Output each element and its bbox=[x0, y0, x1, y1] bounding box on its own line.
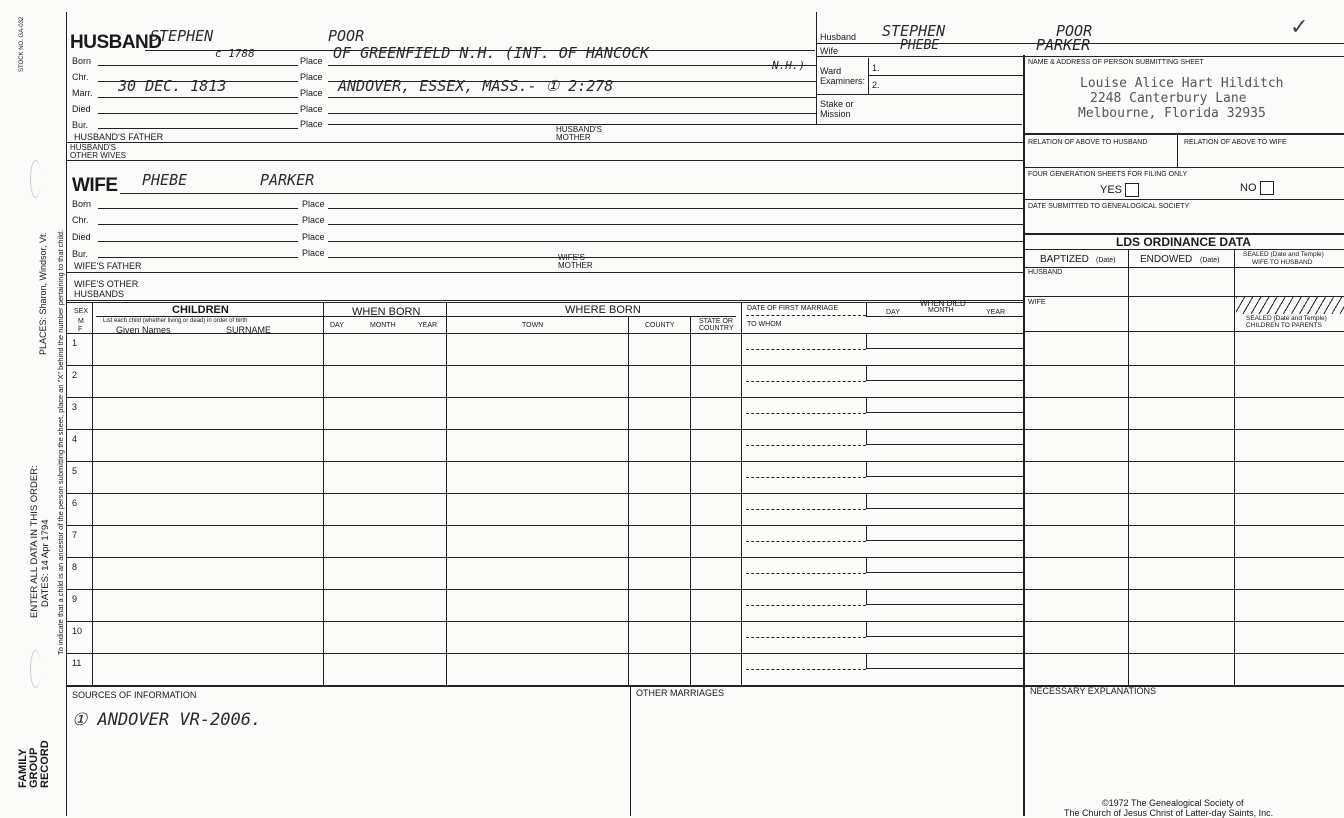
child-row-line bbox=[66, 653, 1023, 654]
first-marriage-dash bbox=[746, 605, 866, 606]
died-line bbox=[866, 636, 1023, 637]
husband-heading: HUSBAND bbox=[70, 32, 162, 53]
copyright-line-1: ©1972 The Genealogical Society of bbox=[1102, 798, 1244, 808]
lds-row-line bbox=[1023, 557, 1344, 558]
died-line bbox=[866, 348, 1023, 349]
bur-place-line bbox=[328, 124, 1022, 125]
rp-wife-surname[interactable]: PARKER bbox=[1036, 36, 1091, 54]
children-header-top bbox=[66, 302, 1023, 303]
col-town bbox=[628, 316, 629, 687]
child-row-line bbox=[66, 525, 1023, 526]
wife-surname[interactable]: PARKER bbox=[260, 171, 315, 189]
checkmark-icon: ✓ bbox=[1290, 14, 1309, 39]
given-names-header: Given Names bbox=[116, 325, 171, 335]
lds-row-line bbox=[1023, 525, 1344, 526]
rp-husband-surname[interactable]: POOR bbox=[1056, 22, 1093, 40]
necessary-explanations-label: NECESSARY EXPLANATIONS bbox=[1030, 686, 1157, 696]
child-row-line bbox=[66, 621, 1023, 622]
wife-chr-place-line bbox=[328, 224, 1023, 225]
margin-enter-all: ENTER ALL DATA IN THIS ORDER: bbox=[29, 465, 40, 618]
died-tick bbox=[866, 429, 867, 445]
lds-col-1 bbox=[1128, 249, 1129, 686]
sources-divider bbox=[630, 686, 631, 816]
lds-husband-label: HUSBAND bbox=[1028, 269, 1063, 276]
child-row-line bbox=[66, 461, 1023, 462]
husbands-other-wives-line bbox=[66, 160, 1023, 161]
husbands-mother-label-1: HUSBAND'S bbox=[556, 125, 602, 134]
child-row-number: 11 bbox=[72, 658, 82, 668]
marr-label: Marr. bbox=[72, 88, 93, 98]
margin-places: PLACES: Sharon, Windsor, Vt. bbox=[38, 231, 48, 355]
bur-place-label: Place bbox=[300, 119, 323, 129]
born-month-header: MONTH bbox=[370, 322, 396, 329]
child-row-line bbox=[66, 365, 1023, 366]
col-names bbox=[323, 302, 324, 687]
bur-date-line bbox=[98, 128, 298, 129]
wife-bur-place-label: Place bbox=[302, 248, 325, 258]
submitter-box-bottom bbox=[1023, 133, 1344, 135]
col-county bbox=[690, 316, 691, 687]
wife-chr-label: Chr. bbox=[72, 215, 89, 225]
baptized-header: BAPTIZED bbox=[1040, 254, 1089, 265]
wife-chr-date-line bbox=[98, 224, 298, 225]
wifes-father-label: WIFE'S FATHER bbox=[74, 261, 142, 271]
died-place-label: Place bbox=[300, 104, 323, 114]
lds-wife-label: WIFE bbox=[1028, 299, 1046, 306]
date-submitted-label: DATE SUBMITTED TO GENEALOGICAL SOCIETY bbox=[1028, 203, 1190, 210]
col-died-top bbox=[866, 302, 867, 316]
col-born bbox=[446, 302, 447, 687]
died-line bbox=[866, 540, 1023, 541]
stock-number: STOCK NO. GA-032 bbox=[19, 16, 25, 72]
child-row-number: 1 bbox=[72, 338, 78, 348]
ward-label: Ward bbox=[820, 66, 842, 76]
col-state bbox=[741, 302, 742, 687]
lds-row-line bbox=[1023, 621, 1344, 622]
margin-indicate-note: To indicate that a child is an ancestor of the person submitting the sheet, place an "X" behind the number pertaining to that child. bbox=[56, 229, 65, 655]
died-subheader-line bbox=[866, 316, 1023, 317]
husband-box-divider bbox=[816, 12, 817, 124]
rp-wife-line bbox=[816, 56, 1344, 57]
first-marriage-dash bbox=[746, 413, 866, 414]
examiner-1: 1. bbox=[872, 63, 880, 73]
born-year-header: YEAR bbox=[418, 322, 438, 329]
husbands-other-wives-label-2: OTHER WIVES bbox=[70, 151, 127, 160]
child-row-line bbox=[66, 557, 1023, 558]
no-box[interactable] bbox=[1260, 181, 1274, 195]
born-label: Born bbox=[72, 56, 92, 66]
husband-given-name[interactable]: STEPHEN bbox=[150, 27, 214, 45]
children-header: CHILDREN bbox=[172, 304, 229, 316]
child-row-number: 4 bbox=[72, 434, 78, 444]
examiners-label: Examiners: bbox=[820, 76, 866, 86]
died-tick bbox=[866, 653, 867, 669]
child-row-line bbox=[66, 493, 1023, 494]
when-died-header: WHEN DIED bbox=[920, 299, 966, 308]
marr-place-line bbox=[328, 97, 816, 98]
lds-row-line bbox=[1023, 653, 1344, 654]
marriage-place[interactable]: ANDOVER, ESSEX, MASS.- ① 2:278 bbox=[338, 77, 614, 95]
lds-header-bottom bbox=[1023, 267, 1344, 268]
relation-divider bbox=[1177, 133, 1178, 167]
husband-surname[interactable]: POOR bbox=[328, 27, 365, 45]
col-sex bbox=[92, 302, 93, 687]
marriage-date[interactable]: 30 DEC. 1813 bbox=[118, 77, 227, 95]
child-row-line bbox=[66, 397, 1023, 398]
form-title-line-3: RECORD bbox=[39, 740, 51, 788]
died-label: Died bbox=[72, 104, 91, 114]
wife-given-name[interactable]: PHEBE bbox=[142, 171, 188, 189]
chr-place-label: Place bbox=[300, 72, 323, 82]
sealed-header-1: SEALED (Date and Temple) bbox=[1243, 251, 1324, 258]
died-line bbox=[866, 604, 1023, 605]
first-marriage-dash bbox=[746, 541, 866, 542]
first-marriage-dash bbox=[746, 573, 866, 574]
wife-name-line bbox=[120, 193, 1023, 194]
died-tick bbox=[866, 365, 867, 381]
husbands-father-line bbox=[66, 142, 1023, 143]
wife-bur-place-line bbox=[328, 257, 1023, 258]
sealed-header-2: WIFE TO HUSBAND bbox=[1252, 259, 1313, 266]
wifes-other-husbands-label-1: WIFE'S OTHER bbox=[74, 279, 139, 289]
yes-label: YES bbox=[1100, 183, 1123, 196]
born-date-line bbox=[98, 65, 298, 66]
child-row-number: 7 bbox=[72, 530, 78, 540]
lds-row-line bbox=[1023, 429, 1344, 430]
rp-husband-label: Husband bbox=[820, 32, 857, 42]
stake-label: Stake or bbox=[820, 99, 854, 109]
submitter-city[interactable]: Melbourne, Florida 32935 bbox=[1078, 106, 1266, 121]
died-line bbox=[866, 444, 1023, 445]
husband-born-place[interactable]: OF GREENFIELD N.H. (INT. OF HANCOCK bbox=[333, 44, 650, 62]
first-marriage-dash bbox=[746, 509, 866, 510]
died-tick bbox=[866, 397, 867, 413]
died-day-header: DAY bbox=[886, 309, 900, 316]
sex-m: M bbox=[78, 318, 84, 325]
first-marriage-dash bbox=[746, 381, 866, 382]
bur-label: Bur. bbox=[72, 120, 89, 130]
to-whom-header: TO WHOM bbox=[747, 321, 782, 328]
child-row-line bbox=[66, 589, 1023, 590]
wifes-other-husbands-line bbox=[66, 300, 1023, 301]
wife-born-place-label: Place bbox=[302, 199, 325, 209]
state-header-1: STATE OR bbox=[699, 318, 733, 325]
name-address-label: NAME & ADDRESS OF PERSON SUBMITTING SHEET bbox=[1028, 59, 1204, 66]
died-line bbox=[866, 380, 1023, 381]
right-panel-border bbox=[1023, 55, 1025, 816]
baptized-date: (Date) bbox=[1096, 257, 1116, 264]
husband-born-date[interactable]: c 1788 bbox=[215, 47, 255, 60]
lds-wife-line bbox=[1023, 331, 1344, 332]
state-header-2: COUNTRY bbox=[699, 325, 734, 332]
punch-hole-top bbox=[30, 160, 41, 198]
wife-bur-date-line bbox=[98, 257, 298, 258]
died-line bbox=[866, 508, 1023, 509]
wifes-mother-label-2: MOTHER bbox=[558, 261, 593, 270]
died-tick bbox=[866, 333, 867, 349]
first-marriage-header: DATE OF FIRST MARRIAGE bbox=[747, 305, 839, 312]
sources-text[interactable]: ① ANDOVER VR-2006. bbox=[72, 710, 262, 730]
wife-bur-label: Bur. bbox=[72, 249, 89, 259]
where-born-header: WHERE BORN bbox=[565, 304, 641, 316]
wife-died-place-line bbox=[328, 241, 1023, 242]
marr-place-label: Place bbox=[300, 88, 323, 98]
submitter-street[interactable]: 2248 Canterbury Lane bbox=[1090, 91, 1247, 106]
born-day-header: DAY bbox=[330, 322, 344, 329]
died-tick bbox=[866, 621, 867, 637]
relation-wife-label: RELATION OF ABOVE TO WIFE bbox=[1184, 139, 1287, 146]
four-gen-label: FOUR GENERATION SHEETS FOR FILING ONLY bbox=[1028, 171, 1188, 178]
examiner-2-line bbox=[816, 94, 1023, 95]
mission-label: Mission bbox=[820, 109, 851, 119]
examiner-2: 2. bbox=[872, 80, 880, 90]
first-marriage-dash bbox=[746, 669, 866, 670]
other-marriages-label: OTHER MARRIAGES bbox=[636, 688, 725, 698]
yes-checkbox[interactable] bbox=[1100, 183, 1139, 197]
wife-heading: WIFE bbox=[72, 175, 118, 196]
examiner-1-line bbox=[868, 75, 1023, 76]
first-marriage-dash bbox=[746, 477, 866, 478]
rp-wife-given[interactable]: PHEBE bbox=[900, 38, 940, 53]
died-line bbox=[866, 412, 1023, 413]
died-tick bbox=[866, 589, 867, 605]
child-row-number: 10 bbox=[72, 626, 83, 636]
form-left-border bbox=[66, 12, 67, 816]
lds-col-2 bbox=[1234, 249, 1235, 686]
died-date-line bbox=[98, 113, 298, 114]
town-header: TOWN bbox=[522, 322, 544, 329]
copyright-line-2: The Church of Jesus Christ of Latter-day Saints, Inc. bbox=[1064, 808, 1274, 818]
sex-header: SEX bbox=[74, 308, 89, 315]
wife-died-place-label: Place bbox=[302, 232, 325, 242]
died-tick bbox=[866, 525, 867, 541]
died-year-header: YEAR bbox=[986, 309, 1006, 316]
sealed-children-1: SEALED (Date and Temple) bbox=[1246, 315, 1327, 322]
first-marriage-dash bbox=[746, 349, 866, 350]
died-line bbox=[866, 668, 1023, 669]
died-month-header: MONTH bbox=[928, 307, 954, 314]
form-title-line-2: GROUP bbox=[28, 747, 40, 788]
wifes-father-line bbox=[66, 272, 1023, 273]
first-marriage-dash bbox=[746, 445, 866, 446]
lds-row-line bbox=[1023, 397, 1344, 398]
endowed-header: ENDOWED bbox=[1140, 254, 1193, 265]
punch-hole-bottom bbox=[30, 650, 41, 688]
relation-husband-label: RELATION OF ABOVE TO HUSBAND bbox=[1028, 139, 1148, 146]
died-tick bbox=[866, 461, 867, 477]
died-tick bbox=[866, 493, 867, 509]
died-line bbox=[866, 476, 1023, 477]
wife-born-place-line bbox=[328, 208, 1023, 209]
wife-chr-place-label: Place bbox=[302, 215, 325, 225]
lds-row-line bbox=[1023, 493, 1344, 494]
child-row-number: 3 bbox=[72, 402, 78, 412]
lds-row-line bbox=[1023, 461, 1344, 462]
lds-row-line bbox=[1023, 365, 1344, 366]
relation-box-bottom bbox=[1023, 167, 1344, 168]
lds-title: LDS ORDINANCE DATA bbox=[1116, 235, 1251, 249]
husbands-mother-label-2: MOTHER bbox=[556, 133, 591, 142]
chr-label: Chr. bbox=[72, 72, 89, 82]
wife-born-date-line bbox=[98, 208, 298, 209]
surname-header: SURNAME bbox=[226, 325, 272, 335]
child-row-number: 6 bbox=[72, 498, 78, 508]
husbands-other-wives-label-1: HUSBAND'S bbox=[70, 143, 116, 152]
lds-row-line bbox=[1023, 589, 1344, 590]
sources-label: SOURCES OF INFORMATION bbox=[72, 690, 197, 700]
yes-box[interactable] bbox=[1125, 183, 1139, 197]
marr-date-line bbox=[98, 97, 298, 98]
endowed-date: (Date) bbox=[1200, 257, 1220, 264]
husband-born-place-cont[interactable]: N.H.) bbox=[772, 59, 806, 72]
examiners-divider bbox=[868, 58, 869, 94]
children-subheader-line bbox=[96, 316, 736, 317]
died-tick bbox=[866, 557, 867, 573]
margin-dates: DATES: 14 Apr 1794 bbox=[40, 519, 51, 607]
born-place-line bbox=[328, 65, 816, 66]
wifes-other-husbands-label-2: HUSBANDS bbox=[74, 289, 125, 299]
first-marriage-dash bbox=[746, 637, 866, 638]
died-line bbox=[866, 572, 1023, 573]
county-header: COUNTY bbox=[645, 322, 675, 329]
sex-f: F bbox=[78, 326, 83, 333]
wife-died-date-line bbox=[98, 241, 298, 242]
born-place-label: Place bbox=[300, 56, 323, 66]
husbands-father-label: HUSBAND'S FATHER bbox=[74, 132, 164, 142]
child-row-number: 2 bbox=[72, 370, 78, 380]
died-place-line bbox=[328, 113, 816, 114]
no-label: NO bbox=[1240, 181, 1257, 194]
sealed-hatch bbox=[1236, 297, 1344, 314]
rp-wife-label: Wife bbox=[820, 46, 838, 56]
child-row-number: 5 bbox=[72, 466, 78, 476]
rp-husband-given[interactable]: STEPHEN bbox=[882, 22, 946, 40]
no-checkbox[interactable] bbox=[1240, 181, 1274, 195]
lds-title-line bbox=[1023, 249, 1344, 250]
child-row-number: 8 bbox=[72, 562, 78, 572]
wifes-mother-label-1: WIFE'S bbox=[558, 253, 585, 262]
child-row-line bbox=[66, 429, 1023, 430]
first-marriage-dash bbox=[746, 315, 866, 316]
four-gen-box-bottom bbox=[1023, 199, 1344, 200]
sealed-children-2: CHILDREN TO PARENTS bbox=[1246, 322, 1322, 329]
children-note: List each child (whether living or dead) in order of birth bbox=[103, 318, 248, 324]
when-born-header: WHEN BORN bbox=[352, 306, 421, 318]
submitter-name[interactable]: Louise Alice Hart Hilditch bbox=[1080, 76, 1284, 91]
children-header-bottom bbox=[66, 333, 1023, 334]
form-title-line-1: FAMILY bbox=[17, 748, 29, 788]
wife-born-label: Born bbox=[72, 199, 92, 209]
child-row-number: 9 bbox=[72, 594, 78, 604]
wife-died-label: Died bbox=[72, 232, 91, 242]
